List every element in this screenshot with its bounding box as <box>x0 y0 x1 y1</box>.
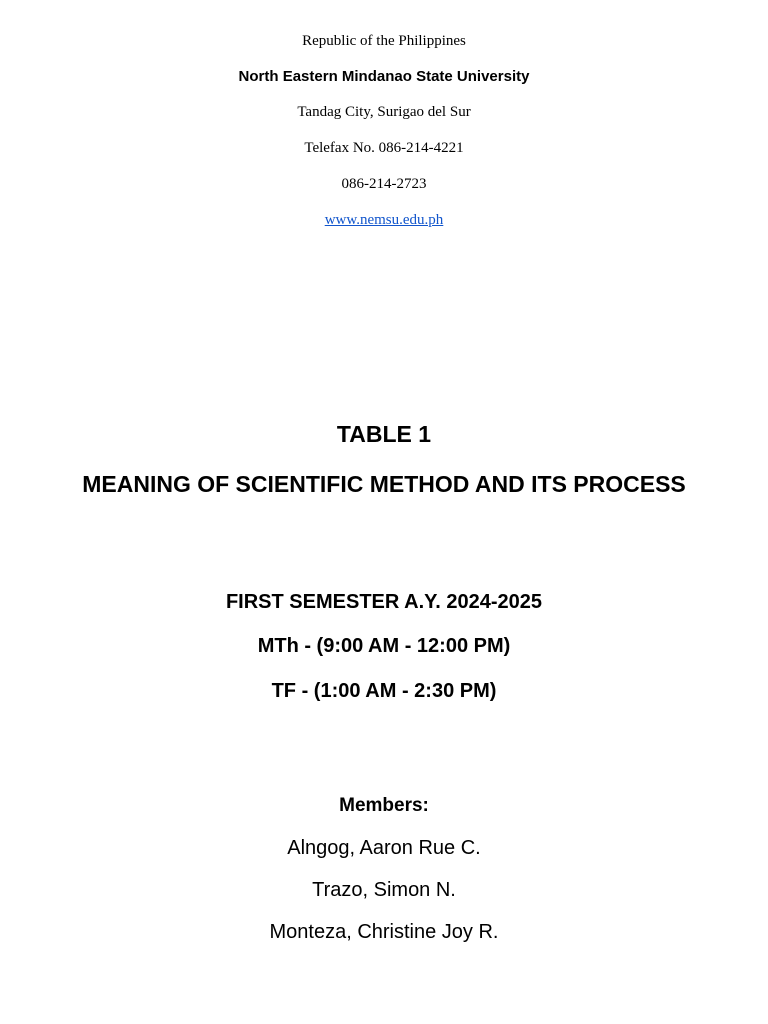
document-title: MEANING OF SCIENTIFIC METHOD AND ITS PROCESS <box>82 471 686 497</box>
header-republic: Republic of the Philippines <box>302 33 466 49</box>
schedule-slot-tf: TF - (1:00 AM - 2:30 PM) <box>271 680 497 702</box>
semester-label: FIRST SEMESTER A.Y. 2024-2025 <box>225 591 543 613</box>
member-name: Monteza, Christine Joy R. <box>269 921 499 943</box>
header-telefax: Telefax No. 086-214-4221 <box>304 140 464 156</box>
header-website-link[interactable]: www.nemsu.edu.ph <box>324 212 444 228</box>
header-address: Tandag City, Surigao del Sur <box>297 104 471 120</box>
members-label: Members: <box>339 795 429 816</box>
schedule-slot-mth: MTh - (9:00 AM - 12:00 PM) <box>257 635 511 657</box>
header-university-name: North Eastern Mindanao State University <box>238 68 530 85</box>
header-phone: 086-214-2723 <box>341 176 427 192</box>
header-website-container <box>0 212 768 229</box>
table-label: TABLE 1 <box>336 421 432 447</box>
member-name: Alngog, Aaron Rue C. <box>287 837 481 859</box>
member-name: Trazo, Simon N. <box>312 879 456 901</box>
